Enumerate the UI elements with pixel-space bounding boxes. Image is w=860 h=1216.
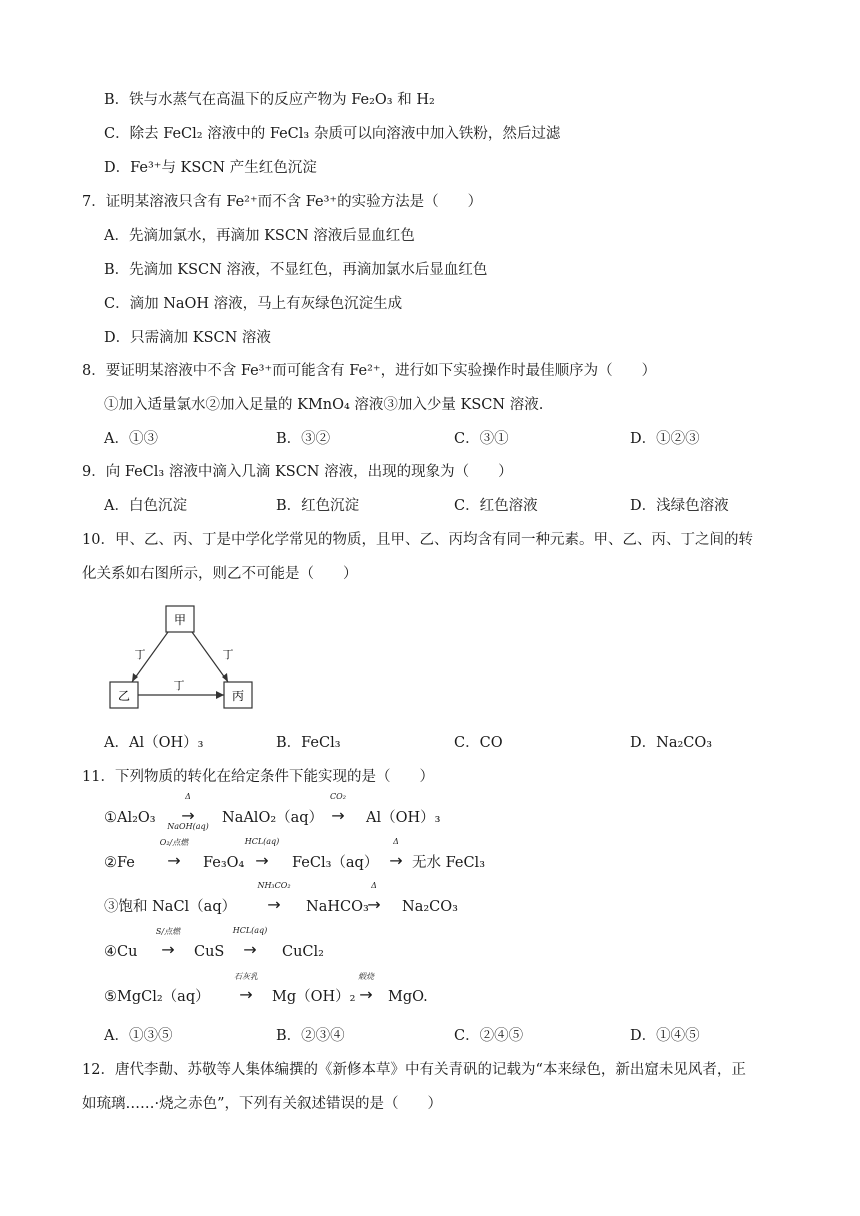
q8-option-a: A．①③ <box>104 431 158 447</box>
q11-r2-arrow2 <box>240 837 284 870</box>
q11-r4-reactant: ④Cu <box>104 944 138 960</box>
node-jia-label: 甲 <box>173 613 187 627</box>
q11-option-b: B．②③④ <box>276 1028 345 1044</box>
q11-r4-mid: CuS <box>194 944 225 960</box>
q11-r5-mid: Mg（OH）₂ <box>272 989 356 1005</box>
q6-option-b: B．铁与水蒸气在高温下的反应产物为 Fe₂O₃ 和 H₂ <box>104 92 435 108</box>
arrow-icon: → <box>389 851 403 870</box>
q11-r4-arrow2 <box>228 926 272 959</box>
q8-option-b: B．③② <box>276 431 331 447</box>
q11-r1-product: Al（OH）₃ <box>366 810 441 826</box>
q11-r5-arrow2 <box>344 972 388 1004</box>
q10-stem-line1: 10．甲、乙、丙、丁是中学化学常见的物质，且甲、乙、丙均含有同一种元素。甲、乙、丙、丁之间的转 <box>82 532 753 548</box>
q11-r5-arrow1 <box>224 972 268 1004</box>
q8-operations: ①加入适量氯水②加入足量的 KMnO₄ 溶液③加入少量 KSCN 溶液. <box>104 397 544 413</box>
q11-r1-arrow2 <box>316 792 360 825</box>
q11-r4-arrow1 <box>146 927 190 959</box>
q11-r2-reactant: ②Fe <box>104 855 135 871</box>
arrowhead-yi-bing <box>216 691 224 699</box>
q6-option-d: D．Fe³⁺与 KSCN 产生红色沉淀 <box>104 160 317 176</box>
q9-stem: 9．向 FeCl₃ 溶液中滴入几滴 KSCN 溶液，出现的现象为（ ） <box>82 464 513 480</box>
q10-option-a: A．Al（OH）₃ <box>104 735 204 751</box>
edge-label-right: 丁 <box>222 648 234 661</box>
q11-r3-mid: NaHCO₃ <box>306 899 369 915</box>
edge-label-bottom: 丁 <box>173 679 185 692</box>
edge-label-left: 丁 <box>134 648 146 661</box>
q9-option-b: B．红色沉淀 <box>276 498 360 514</box>
q10-option-c: C．CO <box>454 735 503 751</box>
q11-r2-mid: Fe₃O₄ <box>203 855 245 871</box>
q11-r3-product: Na₂CO₃ <box>402 899 458 915</box>
q10-option-b: B．FeCl₃ <box>276 735 341 751</box>
q9-option-a: A．白色沉淀 <box>104 498 187 514</box>
q12-stem-line2: 如琉璃……·烧之赤色”，下列有关叙述错误的是（ ） <box>82 1096 443 1112</box>
q11-r1-reactant: ①Al₂O₃ <box>104 810 156 826</box>
q11-r3-cond1-top: NH₃CO₂ <box>257 881 291 890</box>
q10-stem-line2: 化关系如右图所示，则乙不可能是（ ） <box>82 566 358 582</box>
q11-r1-mid: NaAlO₂（aq） <box>222 810 324 826</box>
q9-option-d: D．浅绿色溶液 <box>630 498 729 514</box>
q11-r2-product: FeCl₃（aq） <box>292 855 379 871</box>
q11-r3-cond2-top: Δ <box>371 881 377 890</box>
arrow-icon: → <box>267 895 281 914</box>
q10-option-d: D．Na₂CO₃ <box>630 735 713 751</box>
arrow-icon: → <box>367 895 381 914</box>
q10-diagram-svg <box>100 600 260 720</box>
q11-r4-product: CuCl₂ <box>282 944 324 960</box>
q7-option-c: C．滴加 NaOH 溶液，马上有灰绿色沉淀生成 <box>104 296 403 312</box>
q11-r2-cond1-top: O₂/点燃 <box>159 838 189 847</box>
arrow-icon: → <box>331 806 345 825</box>
q11-r5-cond1-top: 石灰乳 <box>234 972 258 981</box>
q11-r3-arrow2 <box>352 881 396 914</box>
arrow-icon: → <box>239 985 253 1004</box>
q11-r5-cond2-top: 煅烧 <box>358 972 374 981</box>
q11-r2-final: 无水 FeCl₃ <box>412 855 486 871</box>
node-bing-label: 丙 <box>231 689 245 703</box>
q11-r4-cond2-top: HCL(aq) <box>232 926 268 935</box>
q11-r1-cond1-bottom: NaOH(aq) <box>167 822 209 831</box>
q11-stem: 11．下列物质的转化在给定条件下能实现的是（ ） <box>82 769 434 785</box>
q7-option-b: B．先滴加 KSCN 溶液，不显红色，再滴加氯水后显血红色 <box>104 262 488 278</box>
q7-option-a: A．先滴加氯水，再滴加 KSCN 溶液后显血红色 <box>104 228 415 244</box>
q7-option-d: D．只需滴加 KSCN 溶液 <box>104 330 271 346</box>
arrow-icon: → <box>181 806 195 825</box>
q8-option-d: D．①②③ <box>630 431 700 447</box>
q11-r5-product: MgO. <box>388 989 428 1005</box>
q10-diagram <box>100 600 260 720</box>
arrow-icon: → <box>359 985 373 1004</box>
q11-r1-arrow1 <box>166 792 210 831</box>
q11-r2-arrow1 <box>152 838 196 870</box>
arrow-icon: → <box>161 940 175 959</box>
q9-option-c: C．红色溶液 <box>454 498 538 514</box>
q11-option-c: C．②④⑤ <box>454 1028 524 1044</box>
q6-option-c: C．除去 FeCl₂ 溶液中的 FeCl₃ 杂质可以向溶液中加入铁粉，然后过滤 <box>104 126 561 142</box>
node-yi-label: 乙 <box>117 689 131 703</box>
q11-option-a: A．①③⑤ <box>104 1028 173 1044</box>
q11-r2-cond3-top: Δ <box>393 837 399 846</box>
q8-stem: 8．要证明某溶液中不含 Fe³⁺而可能含有 Fe²⁺，进行如下实验操作时最佳顺序为（ ） <box>82 363 657 379</box>
q11-r2-cond2-top: HCL(aq) <box>244 837 280 846</box>
arrow-icon: → <box>243 940 257 959</box>
q11-r1-cond2-top: CO₂ <box>330 792 346 801</box>
q12-stem-line1: 12．唐代李勣、苏敬等人集体编撰的《新修本草》中有关青矾的记载为“本来绿色，新出窟未见风者，正 <box>82 1062 746 1078</box>
q8-option-c: C．③① <box>454 431 509 447</box>
arrow-icon: → <box>167 851 181 870</box>
q11-r3-arrow1 <box>252 881 296 914</box>
q11-option-d: D．①④⑤ <box>630 1028 700 1044</box>
q11-r1-cond1-top: Δ <box>185 792 191 801</box>
arrow-icon: → <box>255 851 269 870</box>
q7-stem: 7．证明某溶液只含有 Fe²⁺而不含 Fe³⁺的实验方法是（ ） <box>82 194 483 210</box>
q11-r3-reactant: ③饱和 NaCl（aq） <box>104 899 237 915</box>
q11-r4-cond1-top: S/点燃 <box>155 927 181 936</box>
q11-r5-reactant: ⑤MgCl₂（aq） <box>104 989 210 1005</box>
